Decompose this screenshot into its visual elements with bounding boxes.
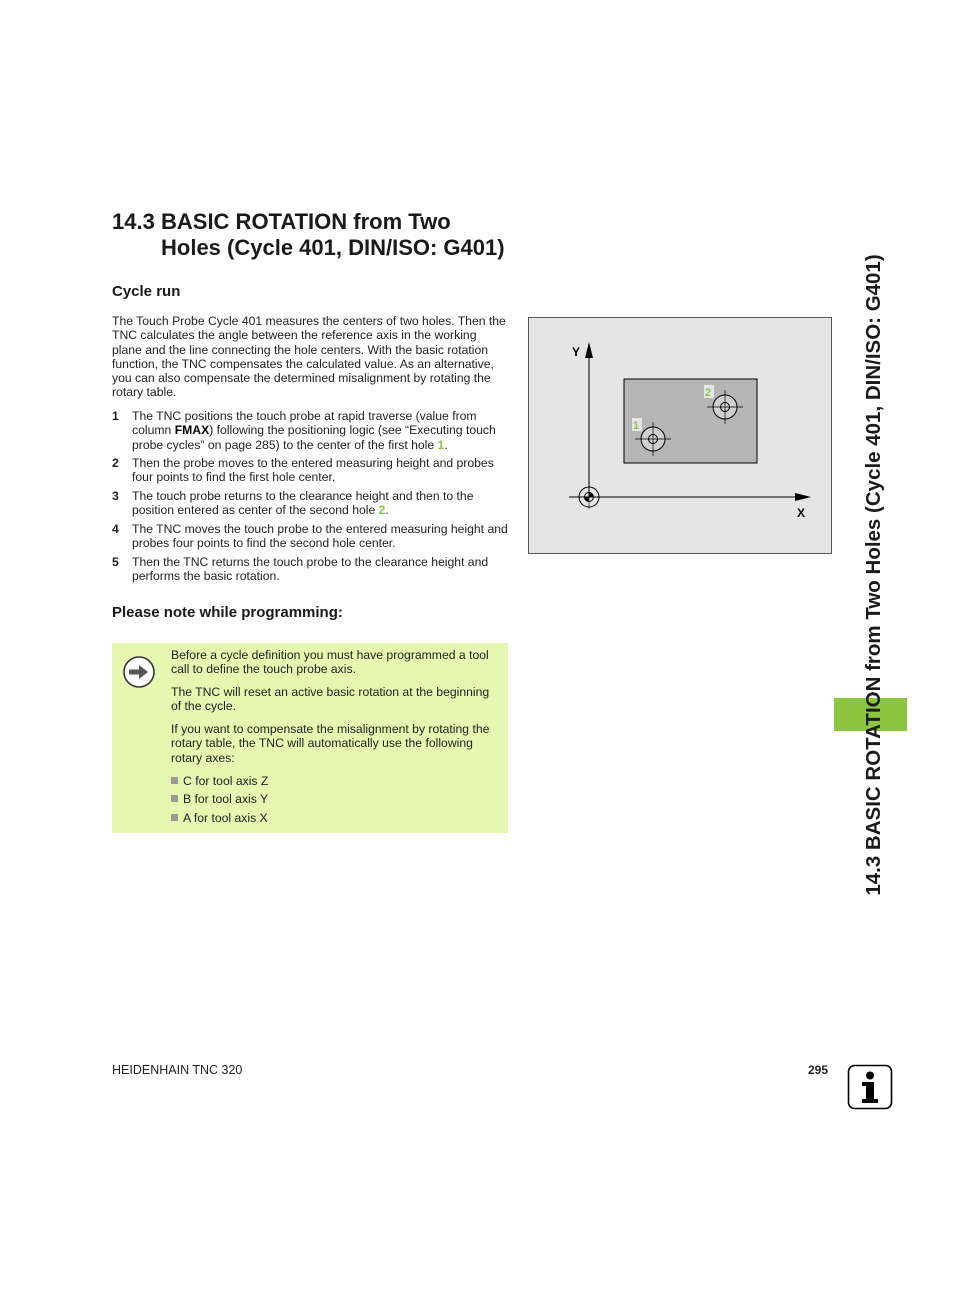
bullet-item: B for tool axis Y	[171, 792, 501, 806]
x-axis-label: X	[797, 506, 806, 520]
cycle-figure	[528, 317, 832, 554]
note-item: The TNC will reset an active basic rotation at the beginning of the cycle.	[171, 685, 490, 714]
page-number: 295	[808, 1063, 829, 1077]
y-axis-label: Y	[572, 345, 581, 359]
title-line-1: BASIC ROTATION from Two	[161, 209, 451, 234]
footer-product-name: HEIDENHAIN TNC 320	[112, 1063, 243, 1077]
step-number: 4	[112, 521, 119, 536]
cycle-steps-list	[112, 409, 508, 588]
bullet-item: A for tool axis X	[171, 811, 501, 825]
step-item: 4 The TNC moves the touch probe to the entered measuring height and probes four points to find the second hole center.	[112, 521, 508, 551]
step-number: 1	[112, 409, 119, 423]
section-number: 14.3	[112, 209, 155, 234]
hole-2-label: 2	[705, 387, 712, 399]
title-line-2: Holes (Cycle 401, DIN/ISO: G401)	[161, 235, 505, 260]
notes-heading: Please note while programming:	[112, 604, 343, 621]
bullet-square-icon	[171, 777, 178, 784]
step-item: 1 The TNC positions the touch probe at rapid traverse (value from column FMAX) following the positioning logic (see “Executing touch probe cycles” on page 285) to the center of the first hole 1.	[112, 409, 496, 452]
fmax-term: FMAX	[174, 423, 210, 438]
hole-1-label: 1	[633, 420, 640, 432]
y-axis-arrow	[585, 342, 593, 358]
cycle-run-heading: Cycle run	[112, 283, 181, 300]
step-item: 3 The touch probe returns to the clearance height and then to the position entered as center of the second hole 2.	[112, 489, 474, 518]
side-running-header	[854, 230, 894, 920]
x-axis-arrow	[795, 493, 811, 501]
note-item: If you want to compensate the misalignment by rotating the rotary table, the TNC will automatically use the following rotary axes:	[171, 722, 490, 765]
note-box	[112, 643, 508, 833]
figure-drawing	[529, 318, 831, 553]
page-title	[112, 209, 552, 261]
hole-ref-1: 1	[437, 437, 445, 452]
step-number: 3	[112, 489, 119, 504]
step-number: 5	[112, 554, 119, 569]
bullet-square-icon	[171, 814, 178, 821]
step-item: 2 Then the probe moves to the entered measuring height and probes four points to find the first hole center.	[112, 456, 494, 485]
bullet-square-icon	[171, 795, 178, 802]
note-item: Before a cycle definition you must have programmed a tool call to define the touch probe axis.	[171, 648, 489, 677]
arrow-right-icon	[122, 655, 156, 689]
cycle-run-intro: The Touch Probe Cycle 401 measures the centers of two holes. Then the TNC calculates the angle between the reference axis in the working plane and the line connecting the hole centers. With the basic rotation function, the TNC compensates the calculated value. As an alternative, you can also compensate the determined misalignment by rotating the rotary table.	[112, 314, 506, 400]
bullet-item: C for tool axis Z	[171, 774, 501, 788]
side-running-header-text: 14.3 BASIC ROTATION from Two Holes (Cycle 401, DIN/ISO: G401)	[862, 254, 885, 896]
step-number: 2	[112, 456, 119, 471]
hole-ref-2: 2	[378, 503, 386, 518]
step-item: 5 Then the TNC returns the touch probe to the clearance height and performs the basic rotation.	[112, 554, 489, 584]
workpiece-plate	[624, 379, 757, 463]
info-icon	[847, 1064, 893, 1110]
